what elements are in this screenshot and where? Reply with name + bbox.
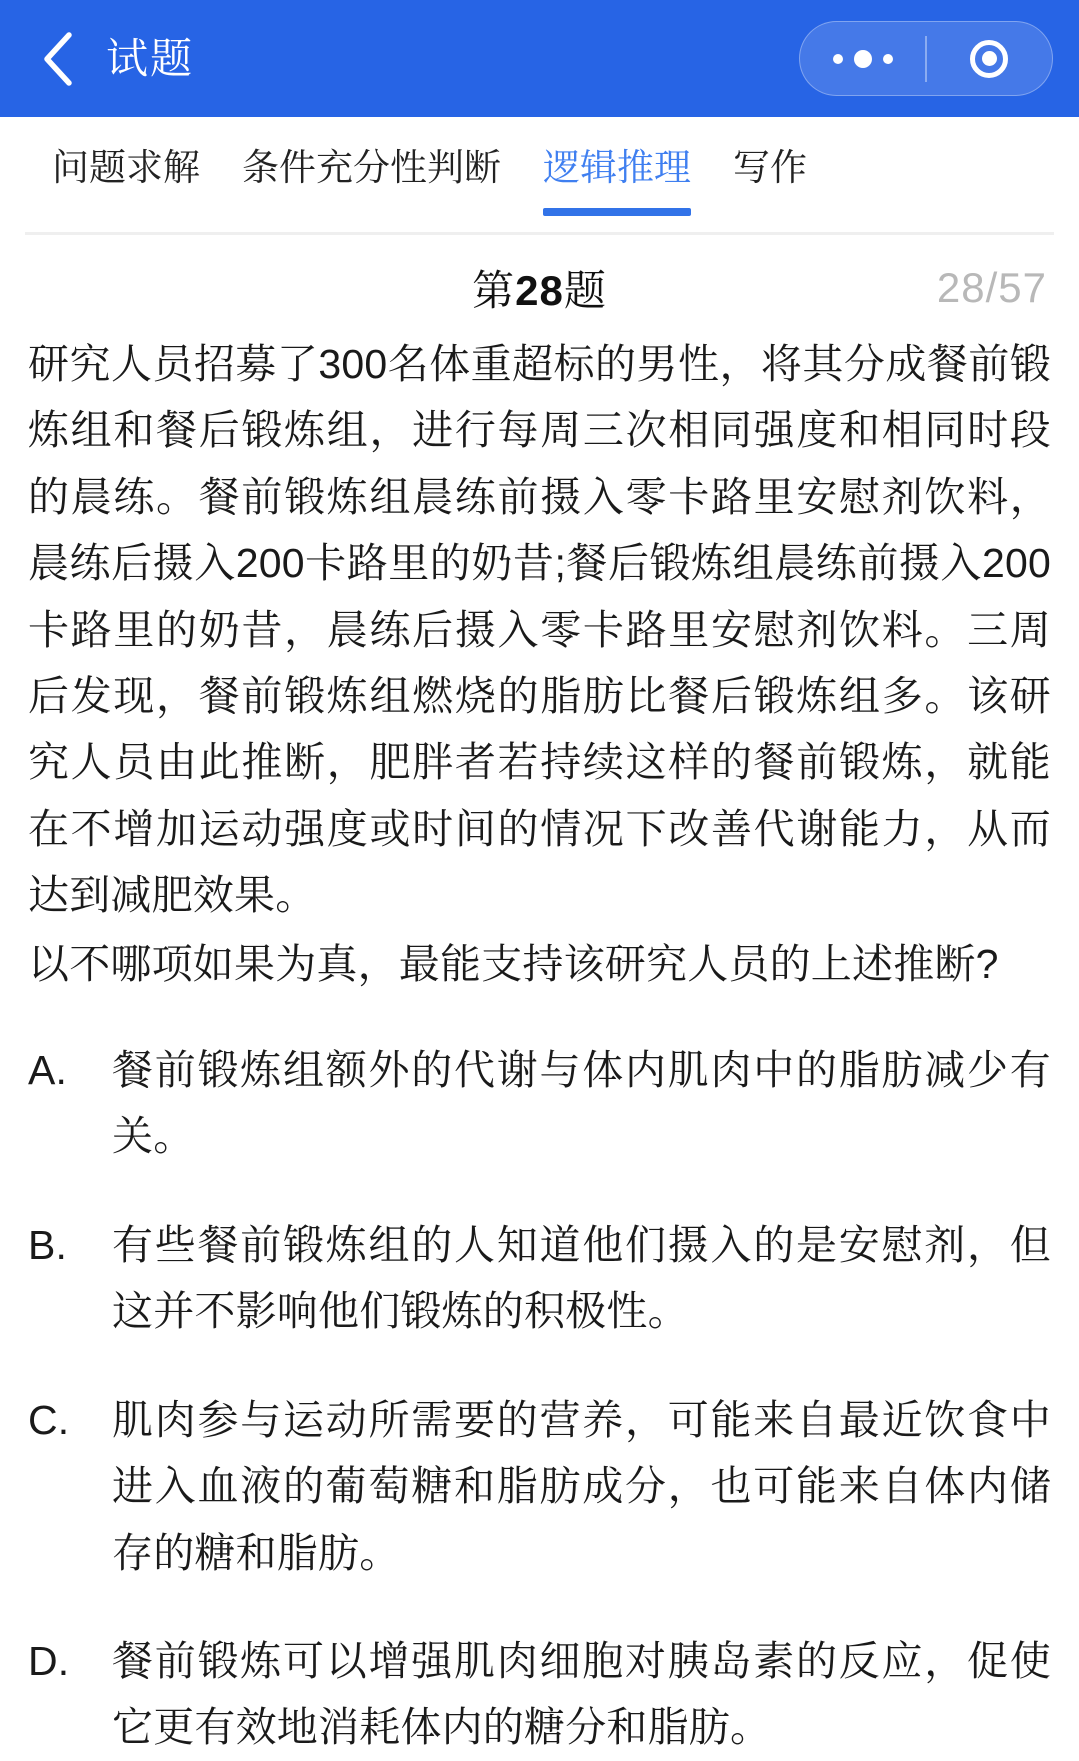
option-text: 肌肉参与运动所需要的营养，可能来自最近饮食中进入血液的葡萄糖和脂肪成分，也可能来自体内储存的糖和脂肪。 (112, 1396, 1051, 1576)
question-progress: 28/57 (936, 264, 1047, 311)
option-b[interactable] (28, 1212, 1051, 1345)
navigation-bar (0, 0, 1079, 117)
dot-right (883, 54, 893, 64)
more-menu-button[interactable] (800, 22, 925, 95)
dot-left (833, 54, 843, 64)
tab-label: 条件充分性判断 (242, 147, 501, 188)
tab-writing[interactable] (733, 149, 807, 216)
question-number-value: 28 (515, 267, 564, 314)
close-miniprogram-button[interactable] (927, 22, 1052, 95)
back-button[interactable] (34, 29, 82, 89)
tab-data-sufficiency[interactable] (242, 149, 501, 216)
category-tabbar (0, 117, 1079, 235)
question-content (0, 331, 1079, 1761)
option-letter: A. (28, 1047, 68, 1094)
question-header (0, 245, 1079, 331)
question-prompt: 以不哪项如果为真，最能支持该研究人员的上述推断? (28, 940, 999, 987)
option-c[interactable] (28, 1387, 1051, 1586)
more-dots-icon (833, 50, 893, 68)
question-stem: 研究人员招募了300名体重超标的男性，将其分成餐前锻炼组和餐后锻炼组，进行每周三次相同强度和相同时段的晨练。餐前锻炼组晨练前摄入零卡路里安慰剂饮料，晨练后摄入200卡路里的奶昔;餐后锻炼组晨练前摄入200卡路里的奶昔，晨练后摄入零卡路里安慰剂饮料。三周后发现，餐前锻炼组燃烧的脂肪比餐后锻炼组多。该研究人员由此推断，肥胖者若持续这样的餐前锻炼，就能在不增加运动强度或时间的情况下改善代谢能力，从而达到减肥效果。 (28, 341, 1051, 919)
chevron-left-icon (41, 30, 75, 88)
option-d[interactable] (28, 1628, 1051, 1761)
tab-label: 逻辑推理 (543, 147, 691, 188)
mini-program-capsule (799, 21, 1053, 96)
option-list (28, 1037, 1051, 1761)
question-number-prefix: 第 (472, 267, 516, 314)
question-number (472, 258, 607, 318)
question-number-suffix: 题 (563, 267, 607, 314)
option-letter: B. (28, 1221, 68, 1268)
tab-label: 问题求解 (52, 147, 200, 188)
option-a[interactable] (28, 1037, 1051, 1170)
tab-logical-reasoning[interactable] (543, 149, 691, 216)
option-text: 有些餐前锻炼组的人知道他们摄入的是安慰剂，但这并不影响他们锻炼的积极性。 (112, 1221, 1051, 1335)
tab-problem-solving[interactable] (52, 149, 200, 216)
option-text: 餐前锻炼可以增强肌肉细胞对胰岛素的反应，促使它更有效地消耗体内的糖分和脂肪。 (112, 1637, 1051, 1751)
option-letter: D. (28, 1637, 70, 1684)
target-circle-icon (970, 40, 1008, 78)
page-title: 试题 (106, 34, 195, 82)
dot-center (854, 50, 872, 68)
option-letter: C. (28, 1396, 70, 1443)
option-text: 餐前锻炼组额外的代谢与体内肌肉中的脂肪减少有关。 (112, 1047, 1051, 1160)
tabbar-divider (25, 232, 1054, 235)
tab-label: 写作 (733, 147, 807, 188)
